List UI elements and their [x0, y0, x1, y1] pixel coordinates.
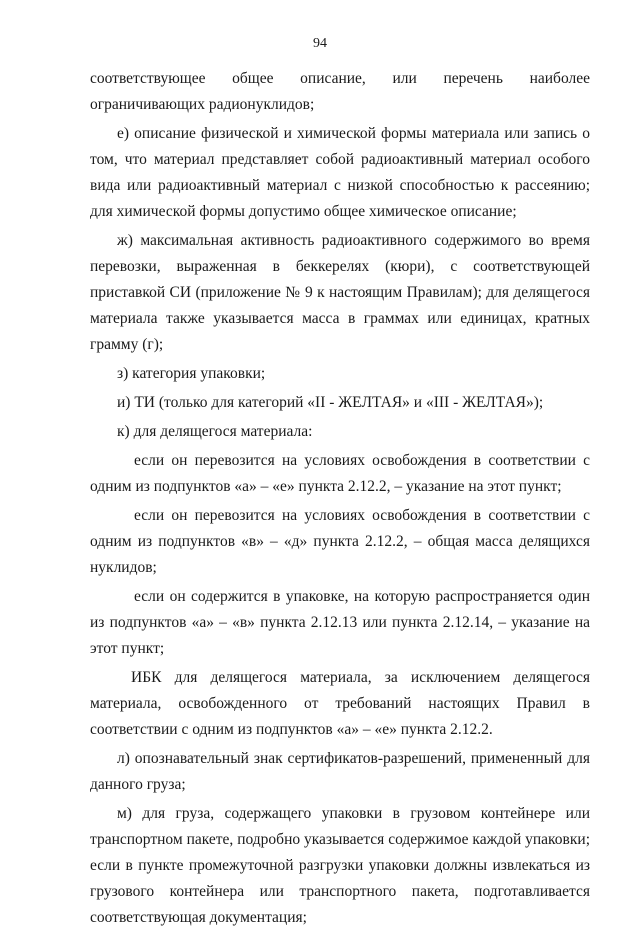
page-number: 94 — [313, 36, 327, 51]
paragraph-l: л) опознавательный знак сертификатов-разрешений, примененный для данного груза; — [90, 750, 590, 793]
paragraph-k-item-4: ИБК для делящегося материала, за исключением делящегося материала, освобожденного от требований настоящих Правил в соответствии с одним из подпунктов «а» – «е» пункта 2.12.2. — [90, 669, 590, 738]
paragraph-z: з) категория упаковки; — [117, 365, 266, 382]
document-body — [90, 66, 590, 931]
paragraph-zh: ж) максимальная активность радиоактивного содержимого во время перевозки, выраженная в беккерелях (кюри), с соответствующей приставкой СИ (приложение № 9 к настоящим Правилам); для делящегося материала также указывается масса в граммах или единицах, кратных грамму (г); — [90, 232, 590, 353]
paragraph-e: е) описание физической и химической формы материала или запись о том, что материал представляет собой радиоактивный материал особого вида или радиоактивный материал с низкой способностью к рассеянию; для химической формы допустимо общее химическое описание; — [90, 125, 590, 220]
paragraph-m: м) для груза, содержащего упаковки в грузовом контейнере или транспортном пакете, подробно указывается содержимое каждой упаковки; если в пункте промежуточной разгрузки упаковки должны извлекаться из грузового контейнера или транспортного пакета, подготавливается соответствующая документация; — [90, 805, 590, 926]
paragraph-k-item-2: если он перевозится на условиях освобождения в соответствии с одним из подпунктов «в» – «д» пункта 2.12.2, – общая масса делящихся нуклидов; — [90, 507, 590, 576]
paragraph-k: к) для делящегося материала: — [117, 423, 313, 440]
paragraph-k-item-3: если он содержится в упаковке, на которую распространяется один из подпунктов «а» – «в» пункта 2.12.13 или пункта 2.12.14, – указание на этот пункт; — [90, 588, 590, 657]
paragraph-continuation: соответствующее общее описание, или перечень наиболее ограничивающих радионуклидов; — [90, 70, 590, 113]
paragraph-k-item-1: если он перевозится на условиях освобождения в соответствии с одним из подпунктов «а» – «е» пункта 2.12.2, – указание на этот пункт; — [90, 452, 590, 495]
paragraph-i: и) ТИ (только для категорий «II - ЖЕЛТАЯ» и «III - ЖЕЛТАЯ»); — [117, 394, 544, 411]
